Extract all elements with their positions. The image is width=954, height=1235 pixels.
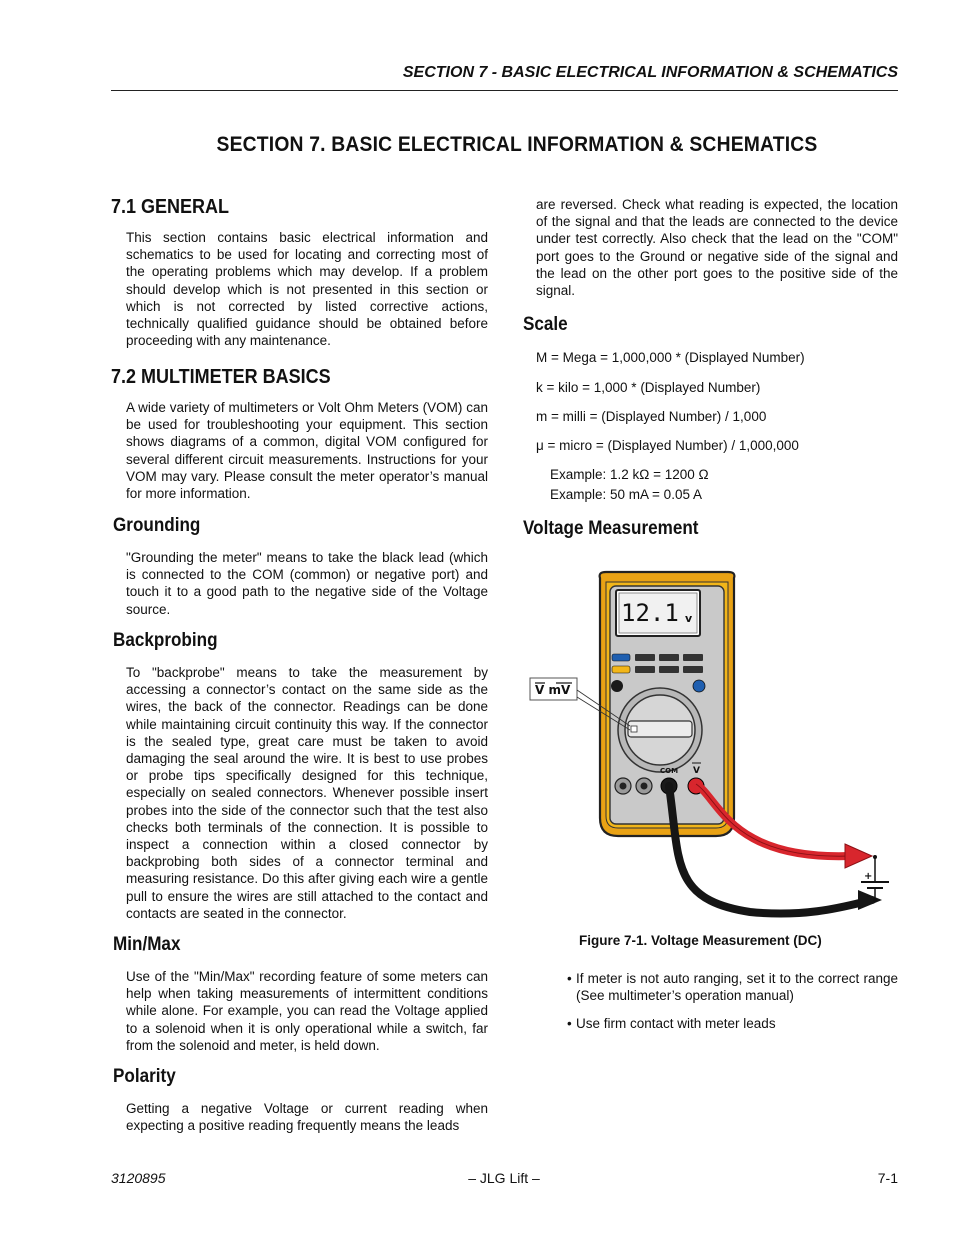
voltage-heading-text: Voltage Measurement	[523, 518, 699, 539]
polarity-heading	[113, 1066, 183, 1088]
minmax-heading-text: Min/Max	[113, 934, 181, 955]
function-button	[659, 666, 679, 673]
dark-knob-button	[611, 680, 623, 692]
blue-button	[612, 654, 630, 661]
grounding-body: "Grounding the meter" means to take the black lead (which is connected to the COM (common) or negative port) and touch it to a good path to the negative side of the Voltage source.	[126, 550, 488, 617]
rotary-dial-knob	[628, 721, 692, 737]
port-ma-hole	[641, 783, 648, 790]
function-button	[635, 654, 655, 661]
battery-plus-label: +	[864, 871, 873, 882]
grounding-heading	[113, 515, 210, 537]
header-rule	[111, 90, 898, 91]
bullet-marker: •	[567, 971, 572, 986]
battery-minus-label: -	[866, 891, 871, 902]
meter-display-unit: v	[685, 612, 693, 625]
meter-display-value: 12.1	[621, 599, 679, 627]
dial-label: V mV	[535, 683, 571, 697]
list-item	[567, 1015, 898, 1032]
scale-line-micro: μ = micro = (Displayed Number) / 1,000,000	[536, 438, 799, 453]
port-com-label: COM	[660, 767, 679, 775]
backprobing-body: To "backprobe" means to take the measurement by accessing a connector’s contact on the same side as the wires, the back of the connector. Readings can be done while maintaining circuit continuity this way. If the connector is the sealed type, great care must be taken to avoid damaging the seal around the wire. It is best to use probes or probe tips specifically designed for this technique, especially on sealed connectors. Whenever possible insert probes into the side of the connector such that the test also checks both terminals of the connection. It is possible to inspect a connection within a closed connector by backprobing both sides of a connector terminal and measuring resistance. Do this after giving each wire a gentle pull to ensure the wires are still attached to the contact and contacts are seated in the connector.	[126, 665, 488, 921]
bullet-text: If meter is not auto ranging, set it to the correct range (See multimeter’s operation manual)	[576, 971, 898, 1004]
grounding-heading-text: Grounding	[113, 515, 201, 536]
port-a-hole	[620, 783, 627, 790]
rotary-dial-pointer	[631, 726, 637, 732]
blue-knob-button	[693, 680, 705, 692]
scale-heading-text: Scale	[523, 314, 568, 335]
function-button	[635, 666, 655, 673]
voltage-heading	[523, 518, 718, 540]
polarity-body-right: are reversed. Check what reading is expected, the location of the signal and that the leads are connected to the device under test correctly. Also check that the lead on the "COM" port goes to the Ground or negative side of the signal and the lead on the other port goes to the positive side of the signal.	[536, 197, 898, 299]
bullet-marker: •	[567, 1016, 572, 1031]
backprobing-heading	[113, 630, 229, 652]
backprobing-heading-text: Backprobing	[113, 630, 218, 651]
port-v-label: V	[693, 766, 700, 776]
function-button	[683, 666, 703, 673]
section-title: SECTION 7. BASIC ELECTRICAL INFORMATION & SCHEMATICS	[216, 133, 818, 156]
scale-line-kilo: k = kilo = 1,000 * (Displayed Number)	[536, 380, 761, 395]
running-header: SECTION 7 - BASIC ELECTRICAL INFORMATION & SCHEMATICS	[402, 64, 898, 81]
bullet-text: Use firm contact with meter leads	[576, 1016, 776, 1031]
minmax-heading	[113, 934, 188, 956]
scale-line-mega: M = Mega = 1,000,000 * (Displayed Number)	[536, 350, 805, 365]
scale-heading	[523, 314, 573, 336]
general-body: This section contains basic electrical information and schematics to be used for locating and correcting most of the operating problems which may develop. If a problem should develop which is not presented in this section or which is not corrected by listed corrective actions, technically qualified guidance should be obtained before proceeding with any maintenance.	[126, 230, 488, 349]
function-button	[659, 654, 679, 661]
polarity-body-left: Getting a negative Voltage or current reading when expecting a positive reading frequently means the leads	[126, 1101, 488, 1134]
general-heading	[111, 196, 242, 219]
yellow-button	[612, 666, 630, 673]
voltage-measurement-figure	[520, 560, 900, 935]
scale-line-milli: m = milli = (Displayed Number) / 1,000	[536, 409, 767, 424]
multimeter-heading-text: 7.2 MULTIMETER BASICS	[111, 366, 331, 388]
footer-center: – JLG Lift –	[468, 1170, 540, 1186]
scale-example-1: Example: 1.2 kΩ = 1200 Ω	[550, 467, 709, 482]
list-item	[567, 970, 898, 1004]
footer-doc-number: 3120895	[111, 1170, 166, 1186]
polarity-heading-text: Polarity	[113, 1066, 176, 1087]
scale-example-2: Example: 50 mA = 0.05 A	[550, 487, 702, 502]
general-heading-text: 7.1 GENERAL	[111, 196, 230, 218]
footer-page-number: 7-1	[877, 1170, 898, 1186]
multimeter-body: A wide variety of multimeters or Volt Ohm Meters (VOM) can be used for troubleshooting your equipment. This section shows diagrams of a common, digital VOM configured for several different circuit measurements. Instructions for your VOM may vary. Please consult the meter operator’s manual for more information.	[126, 400, 488, 502]
multimeter-heading	[111, 366, 355, 389]
minmax-body: Use of the "Min/Max" recording feature of some meters can help when taking measurements of intermittent conditions while alone. For example, you can read the Voltage applied to a solenoid when it is only operational while a switch, far from the solenoid and meter, is held down.	[126, 969, 488, 1053]
function-button	[683, 654, 703, 661]
figure-caption: Figure 7-1. Voltage Measurement (DC)	[579, 933, 822, 948]
red-probe-tip	[845, 844, 872, 868]
